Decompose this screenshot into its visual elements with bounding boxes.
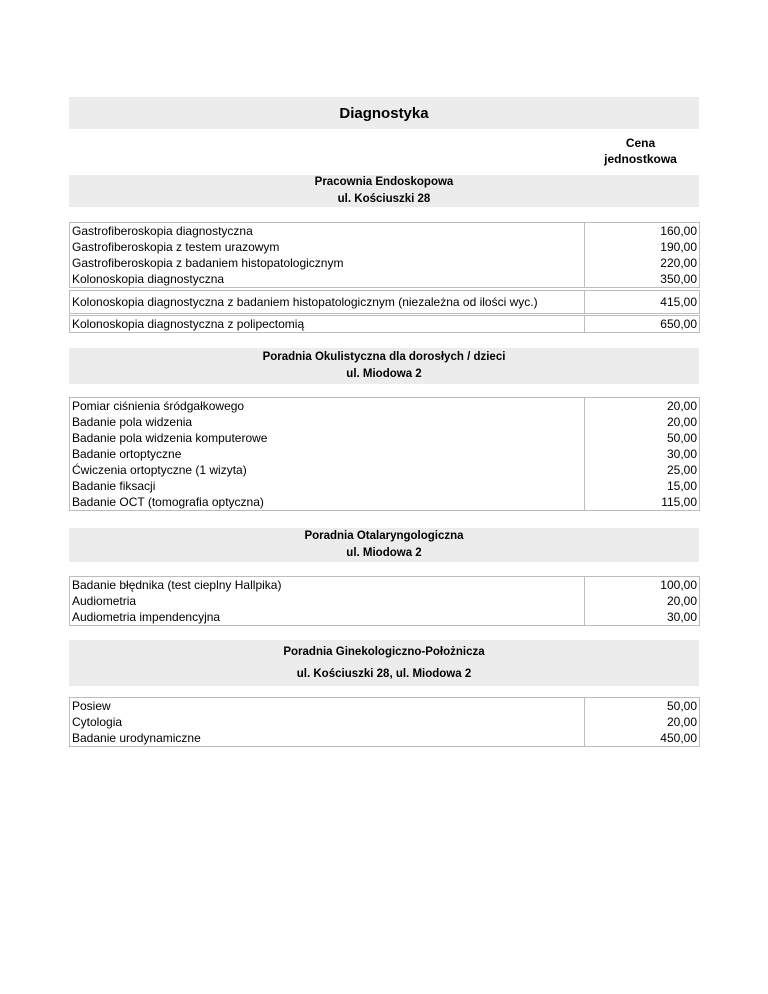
price-table-ginekologia <box>69 697 700 747</box>
row-price: 100,00 <box>585 577 700 594</box>
section-address: ul. Kościuszki 28 <box>337 193 431 205</box>
section-name: Poradnia Otalaryngologiczna <box>304 530 464 542</box>
price-table-endoskopia-extra1 <box>69 290 700 314</box>
price-table-otolaryngologia <box>69 576 700 626</box>
row-price: 650,00 <box>585 316 700 333</box>
row-name: Gastrofiberoskopia diagnostyczna <box>70 223 585 240</box>
section-header-ginekologia <box>69 640 699 686</box>
section-header-endoskopia <box>69 175 699 207</box>
table-row <box>70 316 700 333</box>
section-address: ul. Miodowa 2 <box>346 547 422 559</box>
row-name: Ćwiczenia ortoptyczne (1 wizyta) <box>70 462 585 478</box>
section-header-box <box>69 175 699 207</box>
row-name: Audiometria impendencyjna <box>70 609 585 626</box>
section-name: Poradnia Okulistyczna dla dorosłych / dzieci <box>262 351 506 363</box>
section-name: Pracownia Endoskopowa <box>314 176 454 188</box>
row-price: 160,00 <box>585 223 700 240</box>
table-row <box>70 494 700 511</box>
table-row <box>70 462 700 478</box>
table-row <box>70 714 700 730</box>
row-price: 30,00 <box>585 609 700 626</box>
row-price: 415,00 <box>585 291 700 314</box>
price-table-endoskopia-extra2 <box>69 315 700 333</box>
row-name: Kolonoskopia diagnostyczna <box>70 271 585 288</box>
row-name: Badanie urodynamiczne <box>70 730 585 747</box>
row-price: 190,00 <box>585 239 700 255</box>
row-name: Badanie błędnika (test cieplny Hallpika) <box>70 577 585 594</box>
table-row <box>70 478 700 494</box>
table-row <box>70 239 700 255</box>
table-row <box>70 398 700 415</box>
section-header-box <box>69 348 699 384</box>
row-price: 15,00 <box>585 478 700 494</box>
row-price: 50,00 <box>585 698 700 715</box>
section-name: Poradnia Ginekologiczno-Położnicza <box>283 646 485 658</box>
table-row <box>70 223 700 240</box>
row-name: Badanie OCT (tomografia optyczna) <box>70 494 585 511</box>
row-name: Badanie pola widzenia <box>70 414 585 430</box>
row-name: Badanie pola widzenia komputerowe <box>70 430 585 446</box>
table-row <box>70 577 700 594</box>
table-row <box>70 609 700 626</box>
table-row <box>70 291 700 314</box>
price-header-line2: jednostkowa <box>604 152 677 166</box>
row-price: 350,00 <box>585 271 700 288</box>
row-price: 50,00 <box>585 430 700 446</box>
row-price: 20,00 <box>585 398 700 415</box>
price-table-okulistyka <box>69 397 700 511</box>
table-row <box>70 271 700 288</box>
table-row <box>70 446 700 462</box>
table-row <box>70 593 700 609</box>
table-row <box>70 255 700 271</box>
table-row <box>70 730 700 747</box>
price-column-header <box>584 135 697 167</box>
row-name: Gastrofiberoskopia z testem urazowym <box>70 239 585 255</box>
row-name: Kolonoskopia diagnostyczna z polipectomią <box>70 316 585 333</box>
table-row <box>70 414 700 430</box>
section-header-box <box>69 640 699 686</box>
row-name: Gastrofiberoskopia z badaniem histopatologicznym <box>70 255 585 271</box>
section-address: ul. Kościuszki 28, ul. Miodowa 2 <box>296 668 472 680</box>
row-name: Cytologia <box>70 714 585 730</box>
price-table-endoskopia <box>69 222 700 288</box>
row-price: 30,00 <box>585 446 700 462</box>
row-name: Pomiar ciśnienia śródgałkowego <box>70 398 585 415</box>
row-price: 450,00 <box>585 730 700 747</box>
row-name: Badanie fiksacji <box>70 478 585 494</box>
row-price: 220,00 <box>585 255 700 271</box>
table-row <box>70 430 700 446</box>
row-price: 25,00 <box>585 462 700 478</box>
section-header-otolaryngologia <box>69 528 699 562</box>
row-price: 20,00 <box>585 414 700 430</box>
price-header-line1: Cena <box>625 136 656 150</box>
row-name: Posiew <box>70 698 585 715</box>
row-name: Kolonoskopia diagnostyczna z badaniem histopatologicznym (niezależna od ilości wyc.) <box>70 291 585 314</box>
section-address: ul. Miodowa 2 <box>346 368 422 380</box>
section-header-box <box>69 528 699 562</box>
section-header-okulistyka <box>69 348 699 384</box>
row-name: Badanie ortoptyczne <box>70 446 585 462</box>
row-name: Audiometria <box>70 593 585 609</box>
row-price: 20,00 <box>585 714 700 730</box>
table-row <box>70 698 700 715</box>
row-price: 115,00 <box>585 494 700 511</box>
document-title-text: Diagnostyka <box>339 104 429 122</box>
row-price: 20,00 <box>585 593 700 609</box>
document-title <box>69 97 699 129</box>
